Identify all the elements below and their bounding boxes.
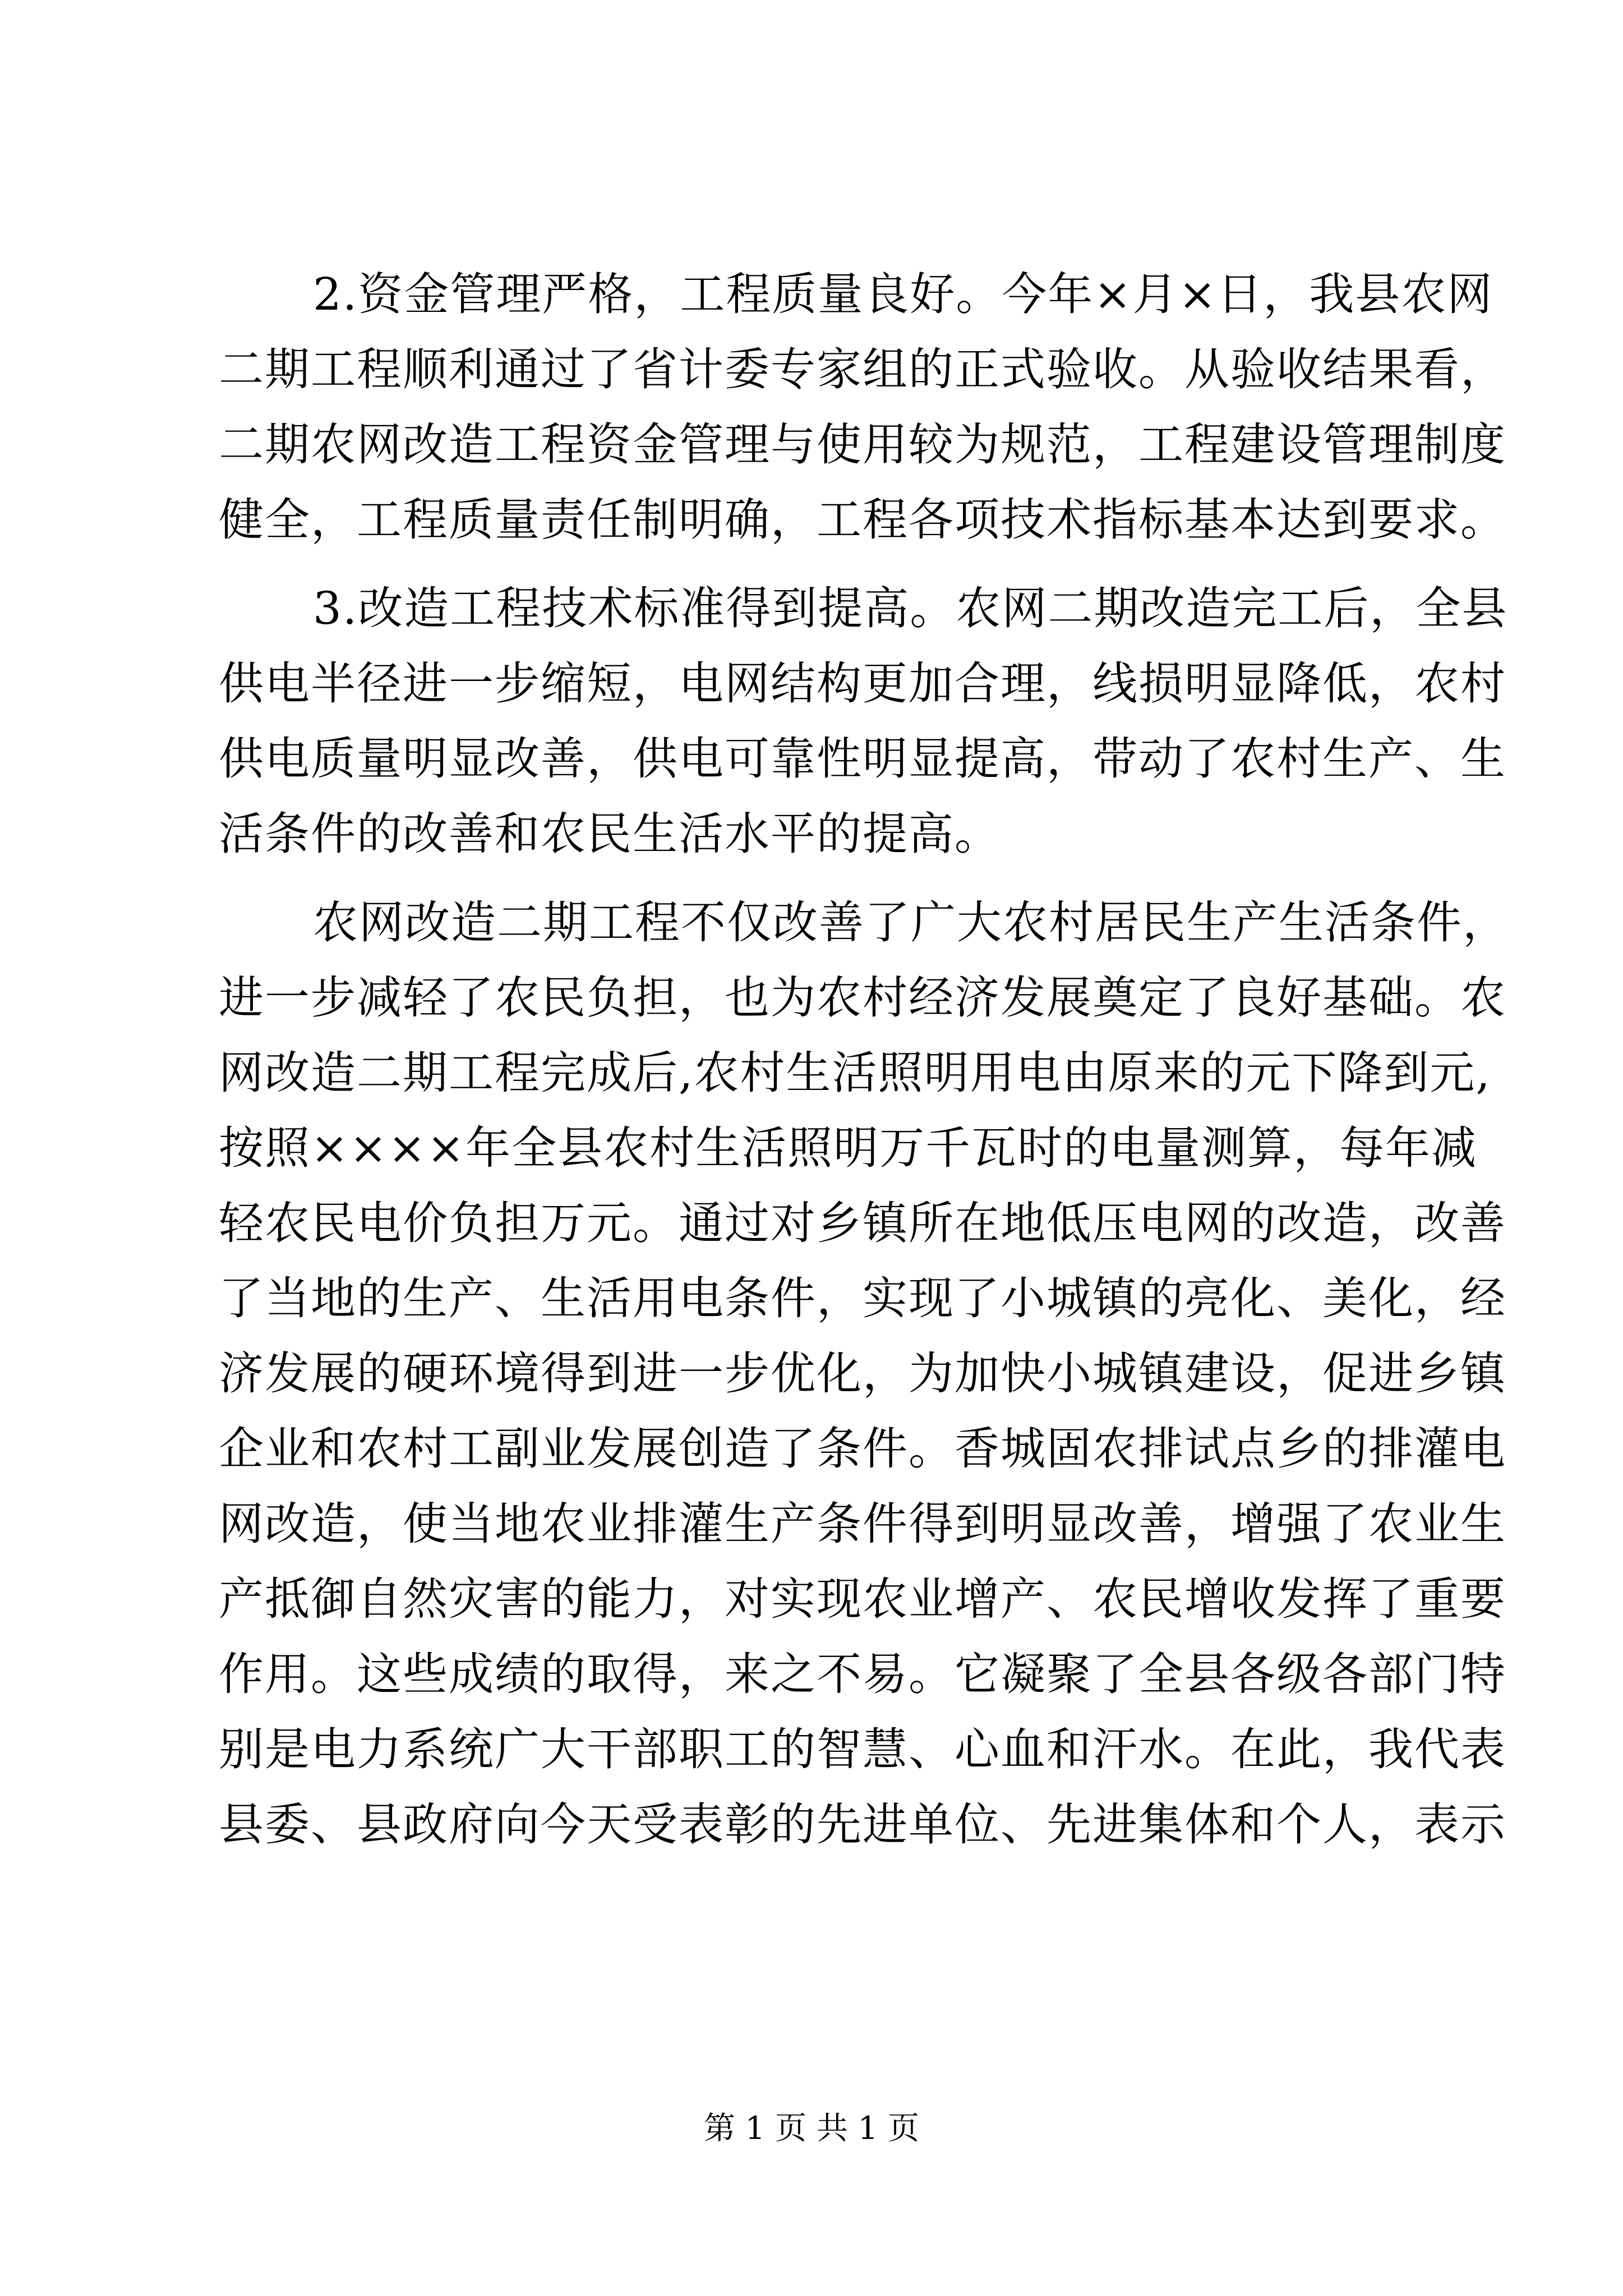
paragraph-3-line-2: 供电半径进一步缩短，电网结构更加合理，线损明显降低，农村 <box>219 657 1506 710</box>
paragraph-4-line-1: 农网改造二期工程不仅改善了广大农村居民生产生活条件， <box>313 896 1509 949</box>
paragraph-4-line-11: 作用。这些成绩的取得，来之不易。它凝聚了全县各级各部门特 <box>219 1648 1506 1700</box>
paragraph-3-line-4: 活条件的改善和农民生活水平的提高。 <box>219 808 1000 860</box>
paragraph-4-line-10: 产抵御自然灾害的能力，对实现农业增产、农民增收发挥了重要 <box>219 1573 1506 1625</box>
paragraph-4-line-3: 网改造二期工程完成后,农村生活照明用电由原来的元下降到元, <box>219 1047 1491 1099</box>
paragraph-4-line-12: 别是电力系统广大干部职工的智慧、心血和汗水。在此，我代表 <box>219 1723 1506 1775</box>
paragraph-2-line-1: 2.资金管理严格，工程质量良好。今年×月×日，我县农网 <box>313 268 1493 320</box>
page-footer: 第 1 页 共 1 页 <box>703 2110 920 2147</box>
paragraph-4-line-13: 县委、县政府向今天受表彰的先进单位、先进集体和个人，表示 <box>219 1798 1506 1851</box>
paragraph-4-line-8: 企业和农村工副业发展创造了条件。香城固农排试点乡的排灌电 <box>219 1423 1506 1475</box>
paragraph-4-line-2: 进一步减轻了农民负担，也为农村经济发展奠定了良好基础。农 <box>219 972 1506 1024</box>
paragraph-4-line-7: 济发展的硬环境得到进一步优化，为加快小城镇建设，促进乡镇 <box>219 1347 1506 1400</box>
paragraph-4-line-9: 网改造，使当地农业排灌生产条件得到明显改善，增强了农业生 <box>219 1498 1506 1550</box>
paragraph-2-line-2: 二期工程顺利通过了省计委专家组的正式验收。从验收结果看， <box>219 343 1506 395</box>
paragraph-3-line-1: 3.改造工程技术标准得到提高。农网二期改造完工后，全县 <box>313 582 1508 634</box>
paragraph-2-line-4: 健全，工程质量责任制明确，工程各项技术指标基本达到要求。 <box>219 494 1506 546</box>
paragraph-3-line-3: 供电质量明显改善，供电可靠性明显提高，带动了农村生产、生 <box>219 733 1506 785</box>
paragraph-2-line-3: 二期农网改造工程资金管理与使用较为规范，工程建设管理制度 <box>219 418 1506 471</box>
paragraph-4-line-4: 按照××××年全县农村生活照明万千瓦时的电量测算，每年减 <box>219 1122 1478 1174</box>
paragraph-4-line-6: 了当地的生产、生活用电条件，实现了小城镇的亮化、美化，经 <box>219 1272 1506 1324</box>
paragraph-4-line-5: 轻农民电价负担万元。通过对乡镇所在地低压电网的改造，改善 <box>219 1197 1506 1249</box>
